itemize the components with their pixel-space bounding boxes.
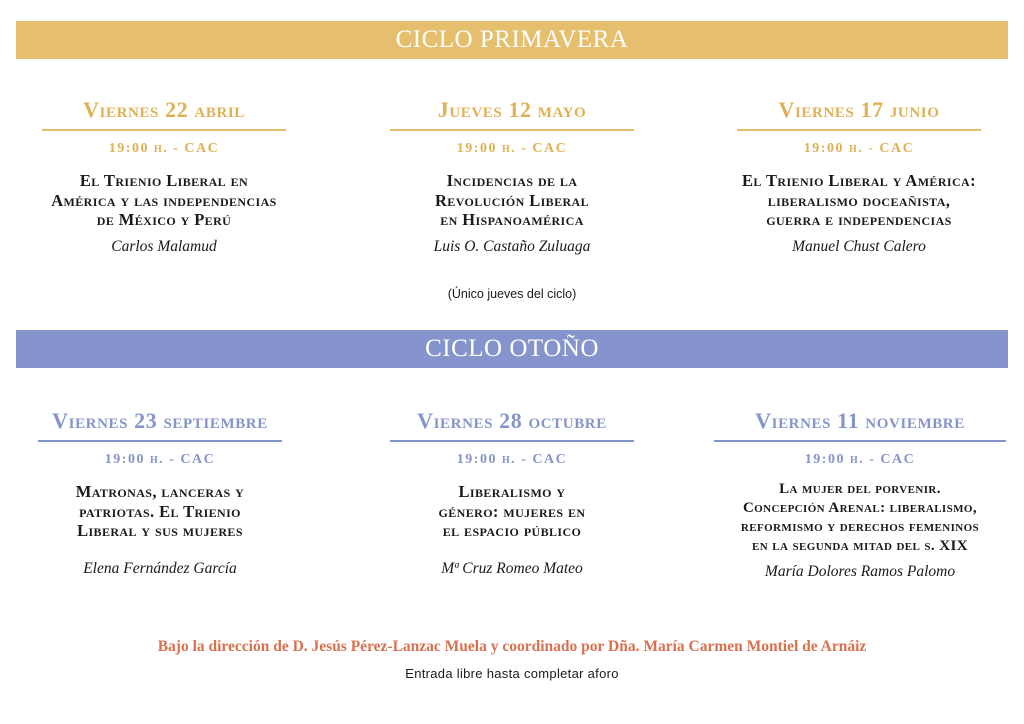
autumn-event-1 bbox=[10, 406, 310, 579]
divider bbox=[737, 129, 981, 131]
autumn-cycle-banner bbox=[16, 330, 1008, 368]
event-title: Incidencias de la Revolución Liberal en Hispanoamérica bbox=[434, 171, 590, 229]
event-date: Viernes 23 septiembre bbox=[52, 408, 268, 433]
event-author: Manuel Chust Calero bbox=[792, 237, 926, 255]
event-title: Liberalismo y género: mujeres en el espacio público bbox=[438, 482, 586, 540]
event-time: 19:00 h. - CAC bbox=[108, 141, 220, 156]
event-author: María Dolores Ramos Palomo bbox=[764, 563, 956, 580]
spring-cycle-title: CICLO PRIMAVERA bbox=[395, 26, 629, 53]
divider bbox=[390, 129, 634, 131]
entry-info: Entrada libre hasta completar aforo bbox=[405, 666, 619, 681]
event-time: 19:00 h. - CAC bbox=[456, 141, 568, 156]
divider bbox=[714, 440, 1006, 442]
event-time: 19:00 h. - CAC bbox=[104, 452, 216, 467]
event-date: Viernes 17 junio bbox=[778, 97, 940, 122]
spring-event-3 bbox=[709, 95, 1009, 257]
autumn-event-3 bbox=[690, 406, 1024, 582]
divider bbox=[38, 440, 282, 442]
event-date: Viernes 22 abril bbox=[83, 97, 245, 122]
event-author: Carlos Malamud bbox=[111, 237, 217, 255]
event-title: La mujer del porvenir. Concepción Arenal: liberalismo, reformismo y derechos femeninos en la segunda mitad del s. XIX bbox=[740, 481, 980, 554]
autumn-cycle-title: CICLO OTOÑO bbox=[425, 335, 599, 362]
thursday-note: (Único jueves del ciclo) bbox=[447, 287, 577, 301]
event-title: El Trienio Liberal y América: liberalismo doceañista, guerra e independencias bbox=[741, 171, 976, 229]
event-time: 19:00 h. - CAC bbox=[804, 452, 916, 467]
spring-event-2 bbox=[362, 95, 662, 257]
event-author: Elena Fernández García bbox=[83, 559, 237, 577]
event-title: Matronas, lanceras y patriotas. El Trienio Liberal y sus mujeres bbox=[75, 482, 245, 540]
event-time: 19:00 h. - CAC bbox=[803, 141, 915, 156]
event-title: El Trienio Liberal en América y las independencias de México y Perú bbox=[51, 171, 277, 229]
event-time: 19:00 h. - CAC bbox=[456, 452, 568, 467]
event-date: Viernes 28 octubre bbox=[417, 408, 607, 433]
autumn-event-2 bbox=[362, 406, 662, 579]
event-date: Viernes 11 noviembre bbox=[755, 408, 965, 433]
event-author: Luis O. Castaño Zuluaga bbox=[433, 237, 591, 255]
spring-event-1 bbox=[14, 95, 314, 257]
spring-cycle-banner bbox=[16, 21, 1008, 59]
event-date: Jueves 12 mayo bbox=[437, 97, 587, 122]
divider bbox=[42, 129, 286, 131]
event-author: Mª Cruz Romeo Mateo bbox=[441, 559, 583, 577]
divider bbox=[390, 440, 634, 442]
direction-credits: Bajo la dirección de D. Jesús Pérez-Lanzac Muela y coordinado por Dña. María Carmen Montiel de Arnáiz bbox=[157, 638, 867, 655]
